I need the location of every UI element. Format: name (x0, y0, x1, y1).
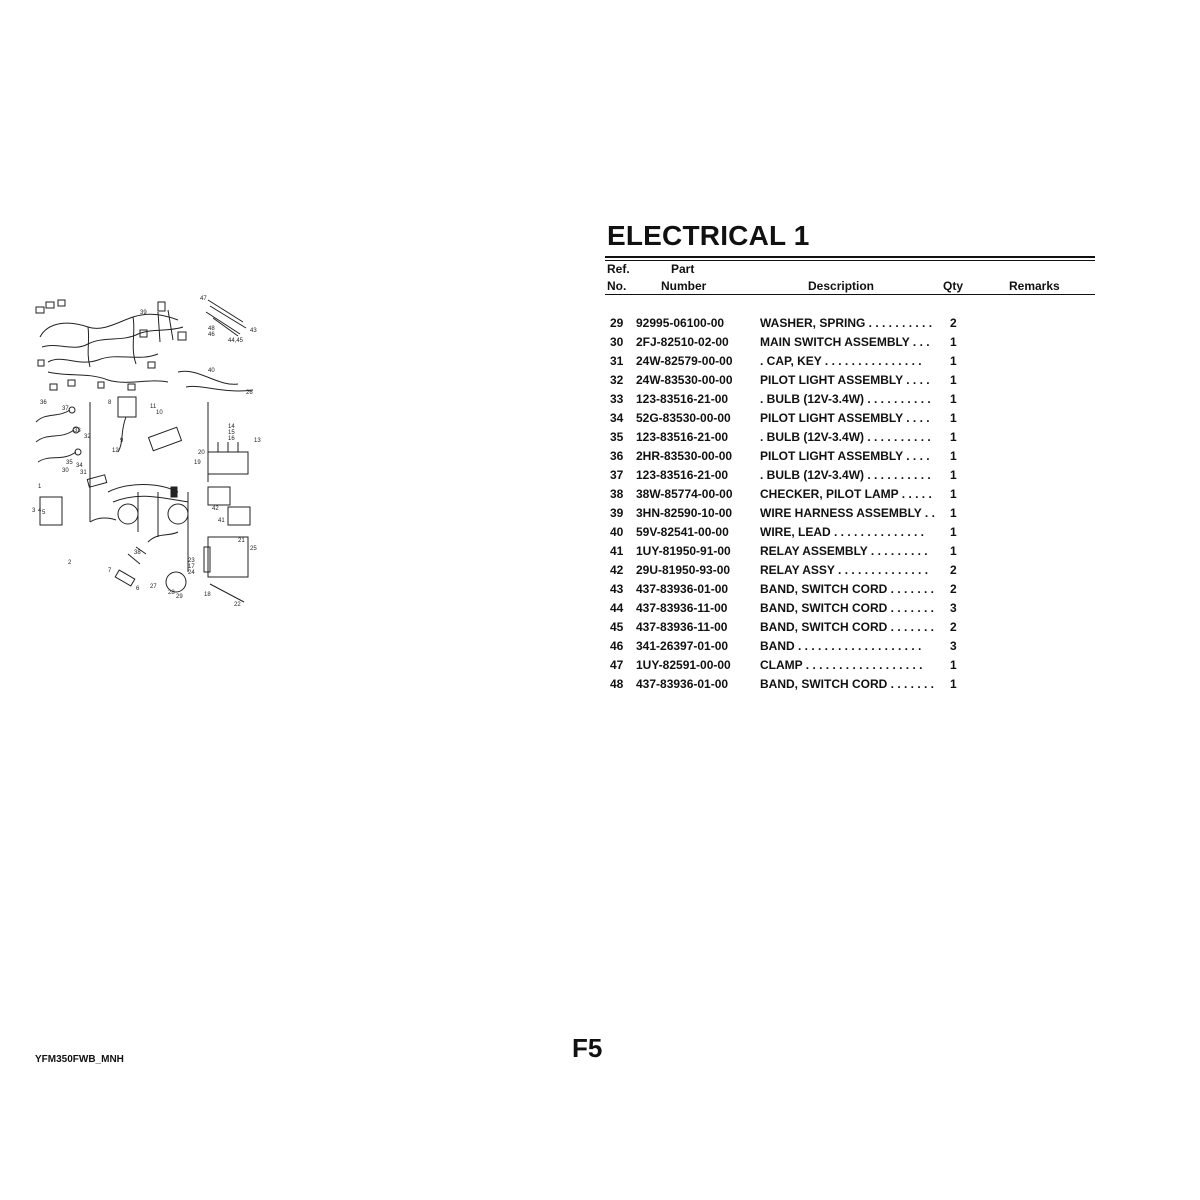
svg-text:38: 38 (134, 550, 141, 556)
svg-text:28: 28 (168, 590, 175, 596)
part-number-cell: 123-83516-21-00 (636, 430, 729, 444)
center-harness-drawing (108, 485, 188, 525)
ref-cell: 46 (610, 639, 624, 653)
table-row (605, 484, 1095, 503)
title-rule-thin (605, 260, 1095, 261)
svg-text:15: 15 (228, 430, 235, 436)
svg-text:6: 6 (136, 586, 140, 592)
description-cell: PILOT LIGHT ASSEMBLY . . . . (760, 373, 930, 387)
svg-text:32: 32 (84, 434, 91, 440)
svg-text:7: 7 (108, 568, 112, 574)
qty-cell: 3 (950, 639, 957, 653)
part-number-cell: 341-26397-01-00 (636, 639, 729, 653)
svg-text:37: 37 (62, 406, 69, 412)
svg-text:42: 42 (212, 506, 219, 512)
svg-text:40: 40 (208, 368, 215, 374)
part-number-cell: 1UY-81950-91-00 (636, 544, 731, 558)
page-number: F5 (572, 1033, 603, 1063)
svg-text:29: 29 (176, 594, 183, 600)
table-row (605, 541, 1095, 560)
ref-cell: 41 (610, 544, 624, 558)
svg-text:46: 46 (208, 332, 215, 338)
table-row (605, 370, 1095, 389)
qty-cell: 1 (950, 544, 957, 558)
svg-text:30: 30 (62, 468, 69, 474)
table-row (605, 351, 1095, 370)
ref-cell: 39 (610, 506, 624, 520)
svg-text:13: 13 (254, 438, 261, 444)
table-row (605, 636, 1095, 655)
svg-text:43: 43 (250, 328, 257, 334)
ref-cell: 45 (610, 620, 624, 634)
qty-cell: 3 (950, 601, 957, 615)
table-row (605, 598, 1095, 617)
svg-text:3: 3 (32, 508, 36, 514)
svg-text:4: 4 (38, 508, 42, 514)
header-part-bottom: Number (661, 279, 707, 293)
part-number-cell: 52G-83530-00-00 (636, 411, 731, 425)
description-cell: . BULB (12V-3.4W) . . . . . . . . . . (760, 468, 931, 482)
qty-cell: 1 (950, 487, 957, 501)
qty-cell: 1 (950, 449, 957, 463)
part-number-cell: 3HN-82590-10-00 (636, 506, 733, 520)
svg-text:2: 2 (68, 560, 72, 566)
svg-text:18: 18 (204, 592, 211, 598)
ref-cell: 36 (610, 449, 624, 463)
svg-text:12: 12 (112, 448, 119, 454)
table-row (605, 674, 1095, 693)
svg-text:48: 48 (208, 326, 215, 332)
svg-text:16: 16 (228, 436, 235, 442)
table-row (605, 465, 1095, 484)
ref-cell: 31 (610, 354, 624, 368)
ref-cell: 30 (610, 335, 624, 349)
part-number-cell: 2HR-83530-00-00 (636, 449, 733, 463)
table-row (605, 446, 1095, 465)
ref-cell: 29 (610, 316, 624, 330)
header-rule (605, 294, 1095, 295)
svg-text:35: 35 (66, 460, 73, 466)
svg-text:47: 47 (200, 296, 207, 302)
svg-text:31: 31 (80, 470, 87, 476)
description-cell: . CAP, KEY . . . . . . . . . . . . . . . (760, 354, 922, 368)
ref-cell: 34 (610, 411, 624, 425)
svg-text:20: 20 (198, 450, 205, 456)
qty-cell: 1 (950, 506, 957, 520)
ref-cell: 37 (610, 468, 624, 482)
table-row (605, 313, 1095, 332)
bands-drawing (178, 300, 253, 391)
qty-cell: 1 (950, 335, 957, 349)
qty-cell: 2 (950, 563, 957, 577)
qty-cell: 1 (950, 373, 957, 387)
table-row (605, 522, 1095, 541)
qty-cell: 1 (950, 430, 957, 444)
svg-text:19: 19 (194, 460, 201, 466)
svg-text:41: 41 (218, 518, 225, 524)
description-cell: BAND, SWITCH CORD . . . . . . . (760, 677, 934, 691)
svg-text:25: 25 (250, 546, 257, 552)
table-row (605, 427, 1095, 446)
description-cell: WIRE HARNESS ASSEMBLY . . (760, 506, 935, 520)
svg-text:44,45: 44,45 (228, 338, 244, 344)
header-ref-top: Ref. (607, 262, 630, 276)
description-cell: WASHER, SPRING . . . . . . . . . . (760, 316, 933, 330)
svg-text:11: 11 (150, 404, 157, 410)
description-cell: BAND, SWITCH CORD . . . . . . . (760, 601, 934, 615)
qty-cell: 1 (950, 658, 957, 672)
svg-text:33: 33 (74, 428, 81, 434)
header-part-top: Part (671, 262, 695, 276)
svg-text:14: 14 (228, 424, 235, 430)
description-cell: BAND . . . . . . . . . . . . . . . . . . . (760, 639, 922, 653)
header-qty: Qty (943, 279, 964, 293)
description-cell: CLAMP . . . . . . . . . . . . . . . . . . (760, 658, 923, 672)
page-title: ELECTRICAL 1 (607, 220, 810, 251)
header-ref-bottom: No. (607, 279, 627, 293)
qty-cell: 1 (950, 392, 957, 406)
ref-cell: 40 (610, 525, 624, 539)
part-number-cell: 437-83936-11-00 (636, 620, 728, 634)
svg-text:36: 36 (40, 400, 47, 406)
description-cell: RELAY ASSEMBLY . . . . . . . . . (760, 544, 928, 558)
wire-harness-drawing (36, 300, 186, 390)
ref-cell: 38 (610, 487, 624, 501)
part-number-cell: 38W-85774-00-00 (636, 487, 733, 501)
part-number-cell: 2FJ-82510-02-00 (636, 335, 729, 349)
svg-text:17: 17 (188, 564, 195, 570)
description-cell: CHECKER, PILOT LAMP . . . . . (760, 487, 932, 501)
description-cell: . BULB (12V-3.4W) . . . . . . . . . . (760, 430, 931, 444)
part-number-cell: 59V-82541-00-00 (636, 525, 729, 539)
svg-text:39: 39 (140, 310, 147, 316)
svg-text:1: 1 (38, 484, 42, 490)
qty-cell: 1 (950, 354, 957, 368)
table-row (605, 389, 1095, 408)
part-number-cell: 92995-06100-00 (636, 316, 725, 330)
qty-cell: 2 (950, 620, 957, 634)
part-number-cell: 123-83516-21-00 (636, 392, 729, 406)
ref-cell: 32 (610, 373, 624, 387)
ref-cell: 42 (610, 563, 624, 577)
svg-text:21: 21 (238, 538, 245, 544)
svg-text:27: 27 (150, 584, 157, 590)
pilot-lights-drawing (36, 407, 107, 487)
table-row (605, 617, 1095, 636)
svg-text:24: 24 (188, 570, 195, 576)
part-number-cell: 437-83936-01-00 (636, 582, 729, 596)
ref-cell: 48 (610, 677, 624, 691)
ref-cell: 47 (610, 658, 624, 672)
qty-cell: 1 (950, 677, 957, 691)
svg-text:9: 9 (120, 438, 124, 444)
table-row (605, 408, 1095, 427)
description-cell: MAIN SWITCH ASSEMBLY . . . (760, 335, 930, 349)
ref-cell: 33 (610, 392, 624, 406)
part-number-cell: 24W-82579-00-00 (636, 354, 733, 368)
description-cell: WIRE, LEAD . . . . . . . . . . . . . . (760, 525, 925, 539)
qty-cell: 1 (950, 411, 957, 425)
qty-cell: 2 (950, 582, 957, 596)
qty-cell: 1 (950, 525, 957, 539)
header-remarks: Remarks (1009, 279, 1060, 293)
parts-table (605, 313, 1095, 693)
description-cell: PILOT LIGHT ASSEMBLY . . . . (760, 449, 930, 463)
description-cell: BAND, SWITCH CORD . . . . . . . (760, 620, 934, 634)
part-number-cell: 123-83516-21-00 (636, 468, 729, 482)
svg-text:23: 23 (188, 558, 195, 564)
svg-text:8: 8 (108, 400, 112, 406)
qty-cell: 1 (950, 468, 957, 482)
part-number-cell: 24W-83530-00-00 (636, 373, 733, 387)
part-number-cell: 29U-81950-93-00 (636, 563, 731, 577)
part-number-cell: 437-83936-11-00 (636, 601, 728, 615)
description-cell: PILOT LIGHT ASSEMBLY . . . . (760, 411, 930, 425)
part-number-cell: 1UY-82591-00-00 (636, 658, 731, 672)
description-cell: RELAY ASSY . . . . . . . . . . . . . . (760, 563, 929, 577)
header-description: Description (808, 279, 875, 293)
svg-text:22: 22 (234, 602, 241, 608)
svg-text:34: 34 (76, 463, 83, 469)
table-row (605, 579, 1095, 598)
ref-cell: 43 (610, 582, 624, 596)
svg-text:26: 26 (246, 390, 253, 396)
description-cell: BAND, SWITCH CORD . . . . . . . (760, 582, 934, 596)
exploded-view-diagram (28, 292, 268, 612)
part-number-cell: 437-83936-01-00 (636, 677, 729, 691)
title-rule (605, 256, 1095, 258)
table-row (605, 655, 1095, 674)
table-row (605, 332, 1095, 351)
model-code: YFM350FWB_MNH (35, 1054, 124, 1065)
table-row (605, 503, 1095, 522)
description-cell: . BULB (12V-3.4W) . . . . . . . . . . (760, 392, 931, 406)
table-row (605, 560, 1095, 579)
ref-cell: 44 (610, 601, 624, 615)
svg-text:10: 10 (156, 410, 163, 416)
svg-text:5: 5 (42, 510, 46, 516)
ref-cell: 35 (610, 430, 624, 444)
qty-cell: 2 (950, 316, 957, 330)
